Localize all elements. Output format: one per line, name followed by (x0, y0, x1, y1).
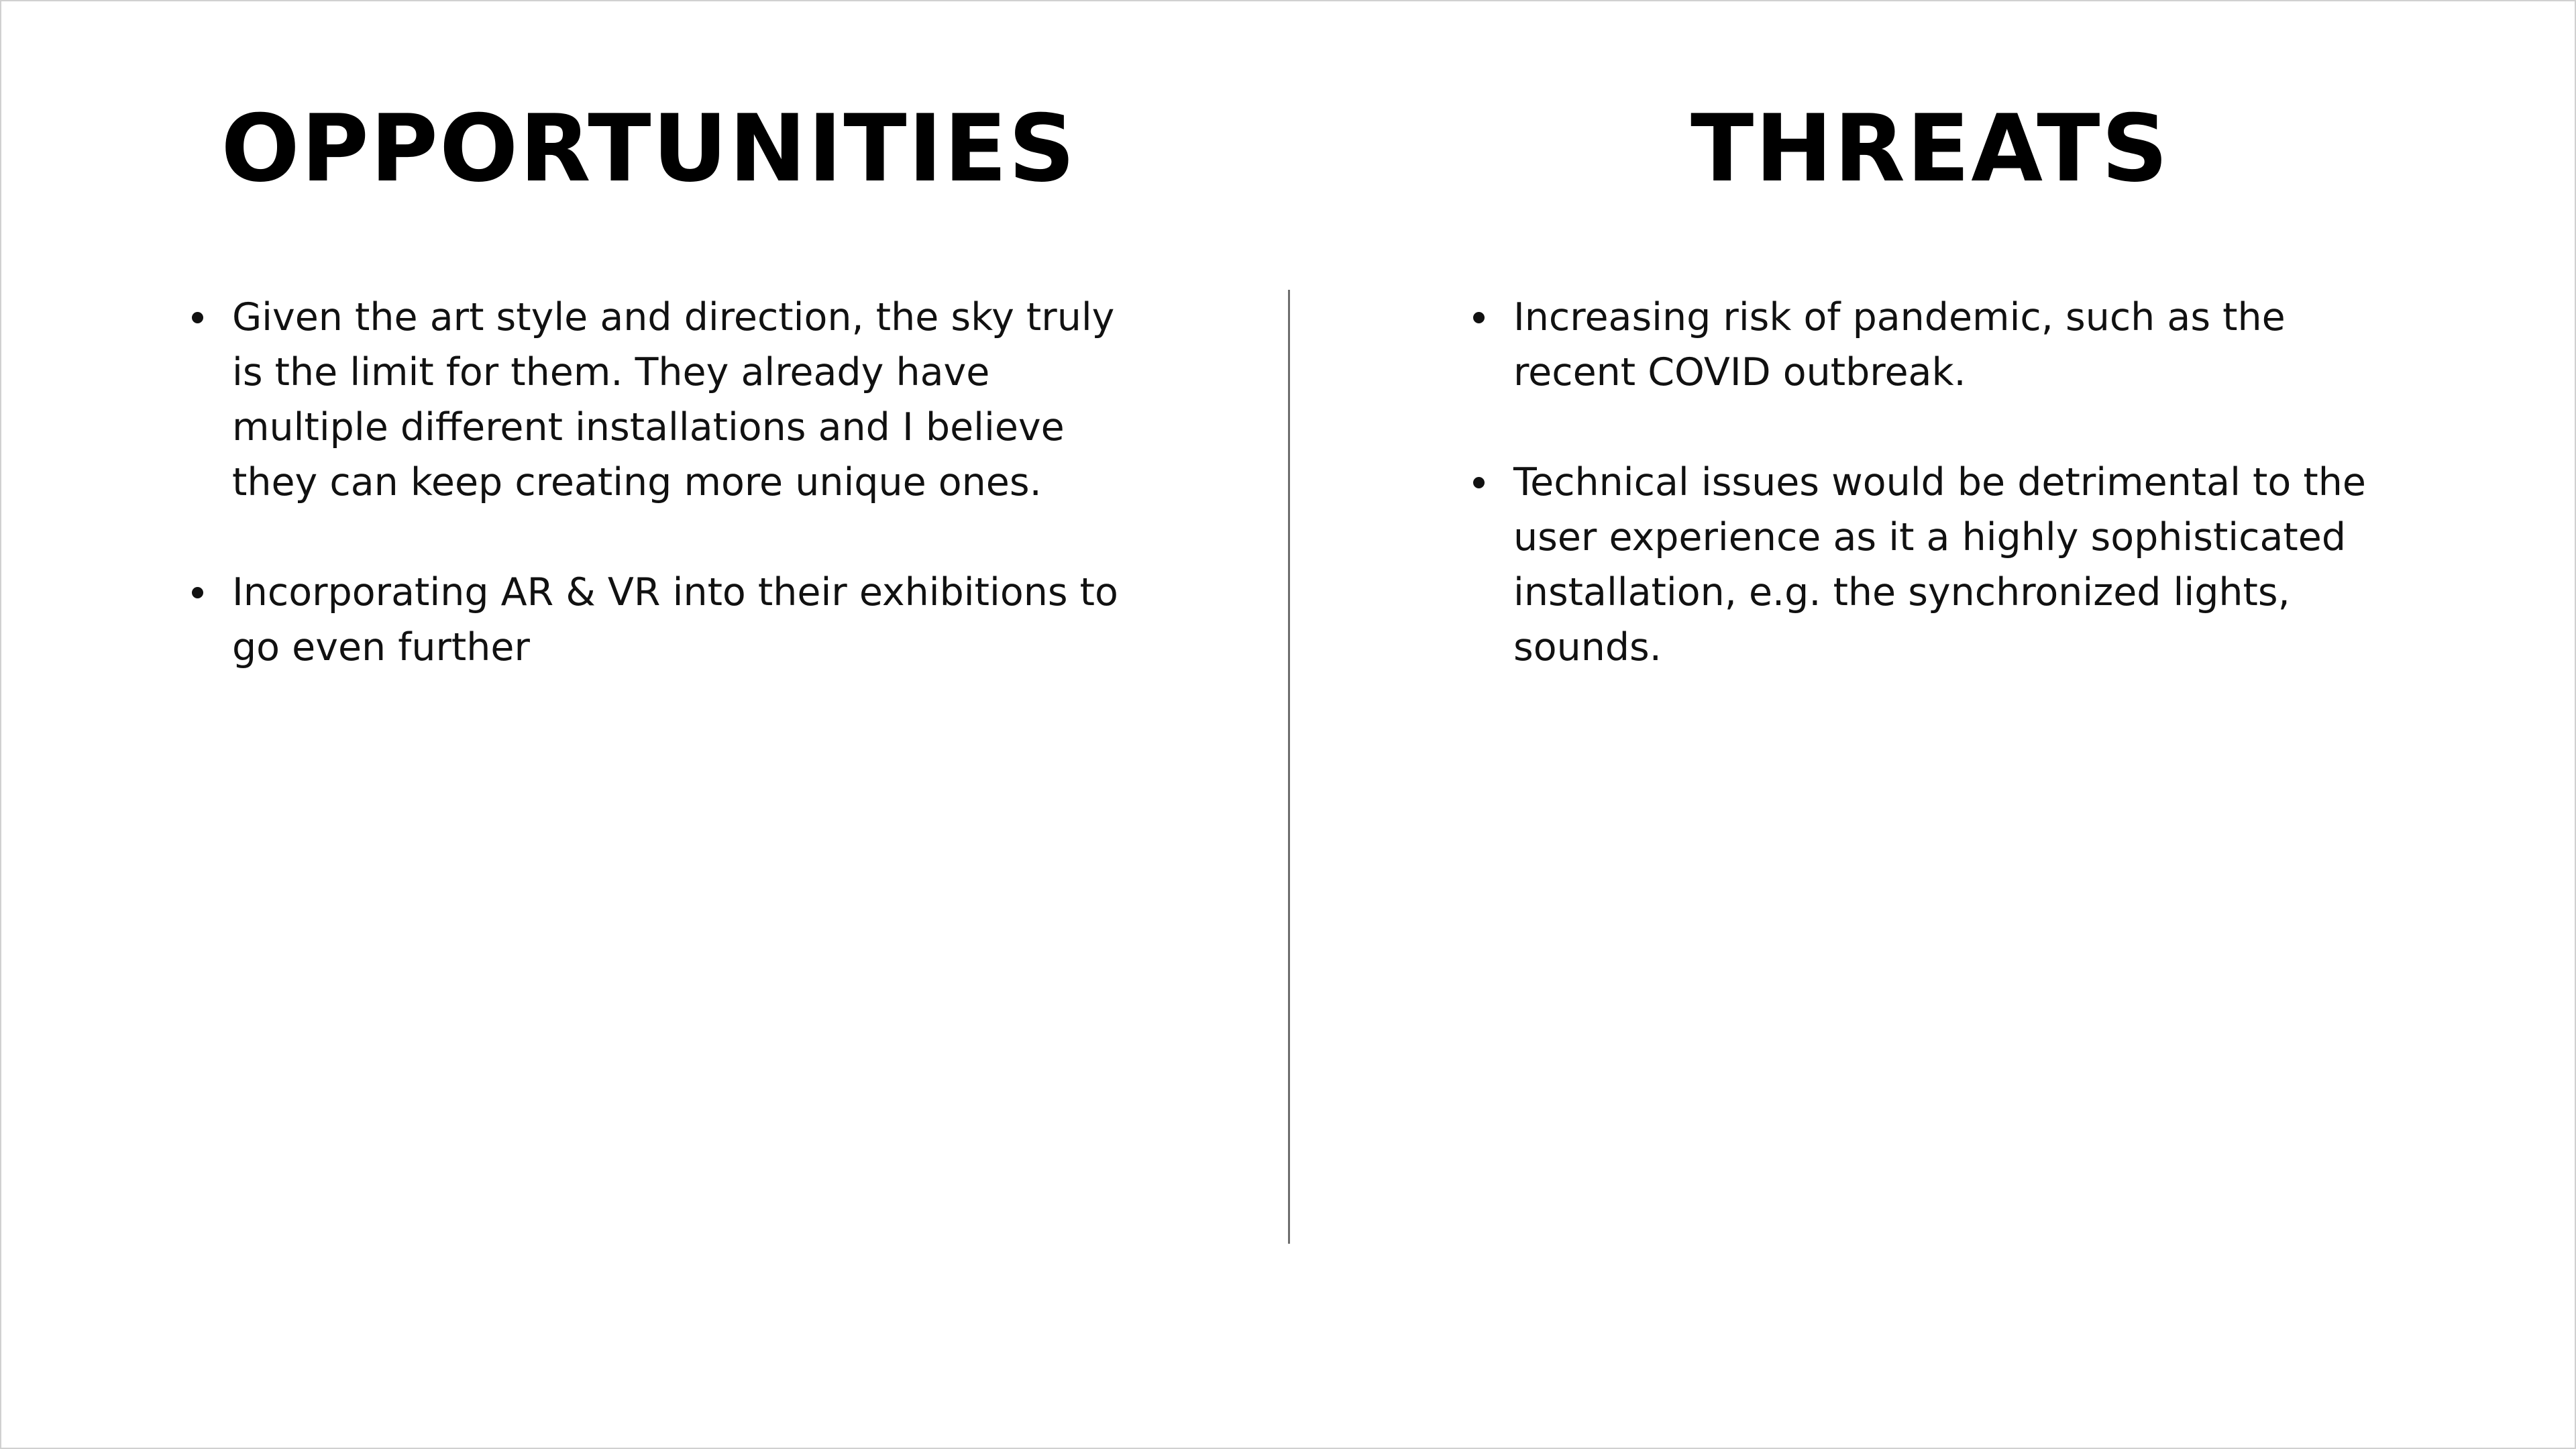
threats-list-item (1470, 290, 2416, 400)
bullet-text: Technical issues would be detrimental to the user experience as it a highly sophisticated installation, e.g. the synchronized lights, sounds. (1513, 460, 2366, 669)
bullet-icon (1473, 312, 1485, 323)
column-divider (1288, 290, 1290, 1244)
bullet-text: Increasing risk of pandemic, such as the recent COVID outbreak. (1513, 295, 2286, 394)
bullet-icon (1473, 477, 1485, 488)
bullet-icon (192, 587, 203, 598)
opportunities-list (189, 290, 1122, 730)
bullet-icon (192, 312, 203, 323)
opportunities-list-item (189, 290, 1122, 510)
threats-list-item (1470, 455, 2416, 675)
bullet-text: Incorporating AR & VR into their exhibitions to go even further (232, 570, 1118, 669)
opportunities-heading: OPPORTUNITIES (221, 95, 1077, 203)
bullet-text: Given the art style and direction, the sky truly is the limit for them. They already have multiple different installations and I believe they can keep creating more unique ones. (232, 295, 1115, 504)
threats-heading: THREATS (1690, 95, 2169, 203)
opportunities-list-item (189, 565, 1122, 675)
threats-list (1470, 290, 2416, 730)
